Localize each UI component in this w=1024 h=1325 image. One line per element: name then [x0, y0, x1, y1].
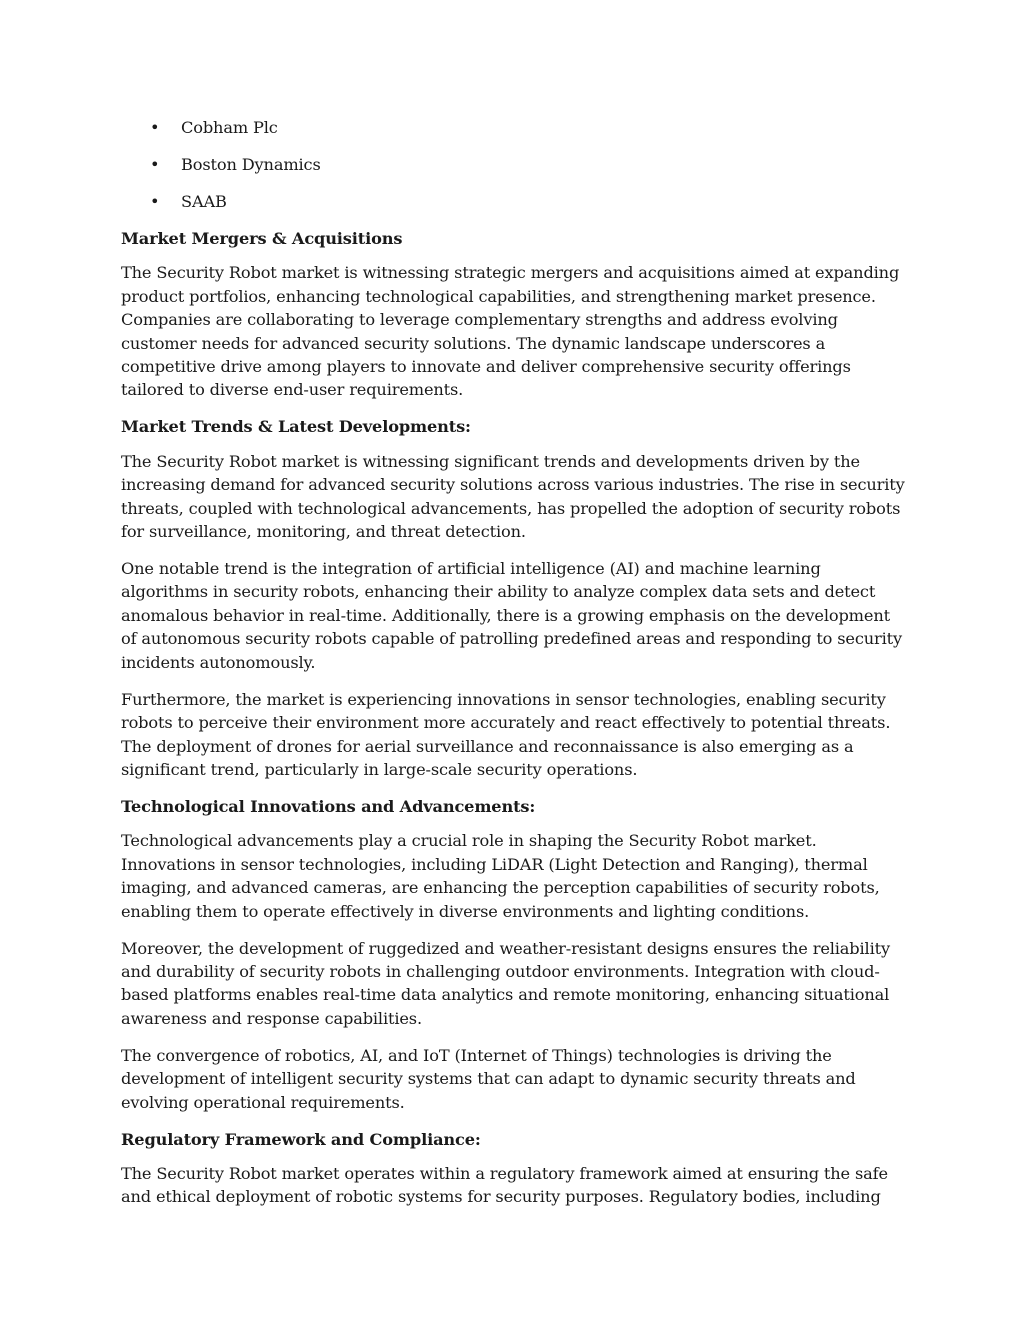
bullet-icon: • — [150, 192, 160, 211]
list-item — [121, 153, 906, 176]
section-technological-innovations — [121, 795, 906, 1114]
section-heading: Market Mergers & Acquisitions — [121, 229, 403, 248]
section-regulatory-framework — [121, 1128, 906, 1209]
list-item-text: Cobham Plc — [181, 118, 278, 137]
list-item-text: SAAB — [181, 192, 227, 211]
section-mergers-acquisitions — [121, 227, 906, 402]
bullet-icon: • — [150, 118, 160, 137]
section-heading: Regulatory Framework and Compliance: — [121, 1129, 481, 1149]
list-item-text: Boston Dynamics — [181, 155, 321, 174]
section-heading: Market Trends & Latest Developments: — [121, 417, 471, 437]
bullet-icon: • — [150, 155, 160, 174]
list-item — [121, 116, 906, 139]
company-bullet-list — [121, 116, 906, 213]
paragraph: The Security Robot market is witnessing significant trends and developments driven by the increasing demand for advanced security solutions across various industries. The rise in security threats, coupled with technological advancements, has propelled the adoption of security robots for surveillance, monitoring, and threat detection. — [121, 451, 905, 542]
paragraph: Moreover, the development of ruggedized and weather-resistant designs ensures the reliability and durability of security robots in challenging outdoor environments. Integration with cloud-based platforms enables real-time data analytics and remote monitoring, enhancing situational awareness and response capabilities. — [121, 938, 890, 1028]
paragraph: Technological advancements play a crucial role in shaping the Security Robot market. Innovations in sensor technologies, including LiDAR (Light Detection and Ranging), thermal imaging, and advanced cameras, are enhancing the perception capabilities of security robots, enabling them to operate effectively in diverse environments and lighting conditions. — [121, 831, 880, 921]
paragraph: The Security Robot market is witnessing strategic mergers and acquisitions aimed at expanding product portfolios, enhancing technological capabilities, and strengthening market presence. Companies are collaborating to leverage complementary strengths and address evolving customer needs for advanced security solutions. The dynamic landscape underscores a competitive drive among players to innovate and deliver comprehensive security offerings tailored to diverse end-user requirements. — [121, 263, 900, 400]
list-item — [121, 190, 906, 213]
paragraph: Furthermore, the market is experiencing innovations in sensor technologies, enabling security robots to perceive their environment more accurately and react effectively to potential threats. The deployment of drones for aerial surveillance and reconnaissance is also emerging as a significant trend, particularly in large-scale security operations. — [121, 689, 891, 779]
section-market-trends — [121, 415, 906, 781]
paragraph: One notable trend is the integration of artificial intelligence (AI) and machine learning algorithms in security robots, enhancing their ability to analyze complex data sets and detect anomalous behavior in real-time. Additionally, there is a growing emphasis on the development of autonomous security robots capable of patrolling predefined areas and responding to security incidents autonomously. — [121, 559, 903, 672]
document-page — [121, 116, 906, 1222]
section-heading: Technological Innovations and Advancements: — [121, 796, 536, 816]
paragraph: The Security Robot market operates within a regulatory framework aimed at ensuring the safe and ethical deployment of robotic systems for security purposes. Regulatory bodies, including — [121, 1163, 888, 1207]
paragraph: The convergence of robotics, AI, and IoT (Internet of Things) technologies is driving the development of intelligent security systems that can adapt to dynamic security threats and evolving operational requirements. — [121, 1045, 856, 1112]
